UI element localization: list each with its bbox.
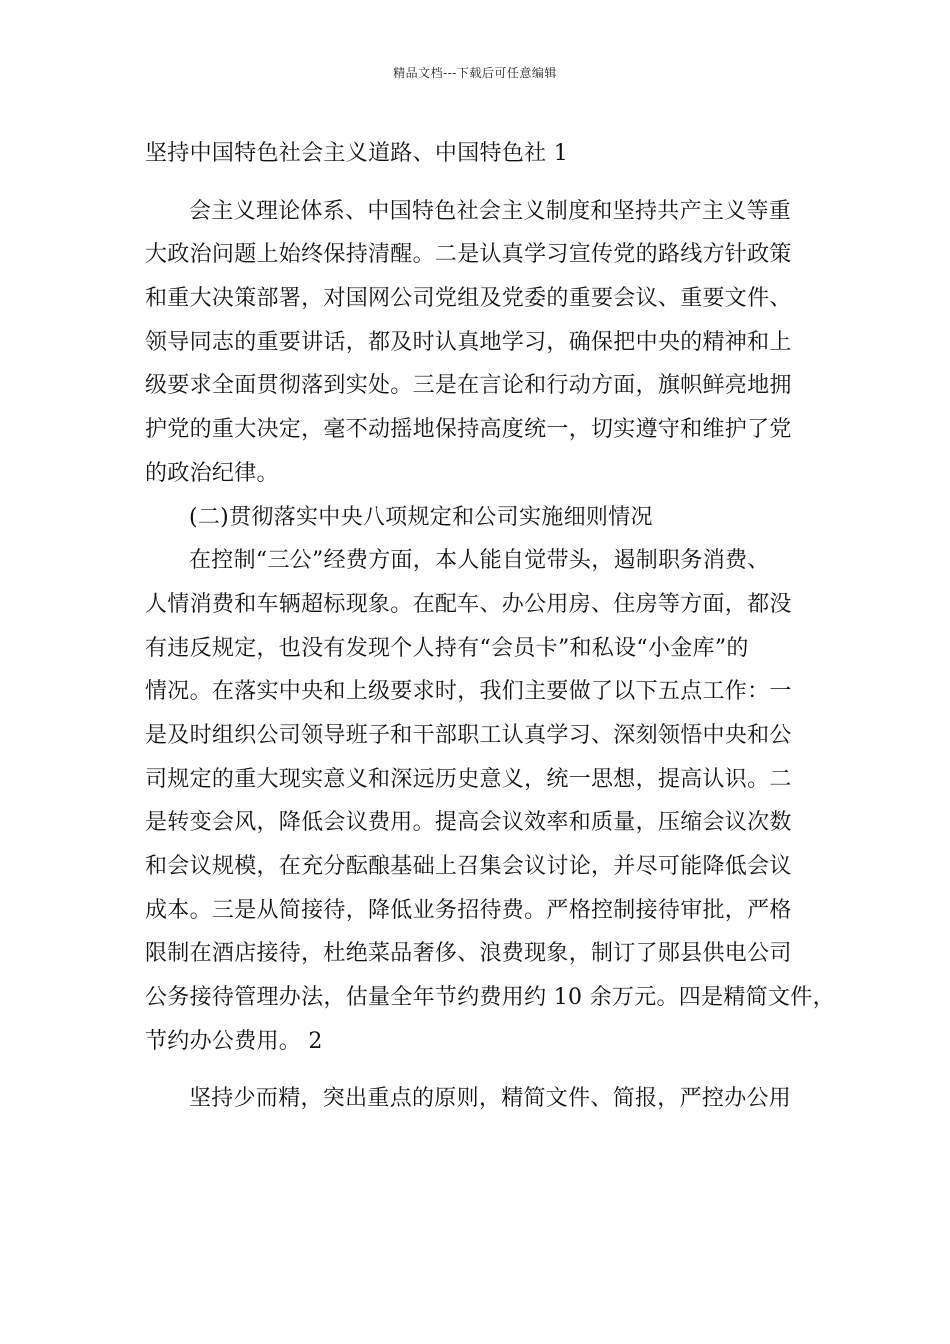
page-header: 精品文档---下载后可任意编辑 [393, 66, 557, 80]
text-line: 人情消费和车辆超标现象。在配车、办公用房、住房等方面，都没 [145, 591, 792, 617]
text-line: 和重大决策部署，对国网公司党组及党委的重要会议、重要文件、 [145, 286, 792, 312]
text-line: 成本。三是从简接待，降低业务招待费。严格控制接待审批，严格 [145, 897, 792, 923]
text-line: 坚持少而精，突出重点的原则，精简文件、简报，严控办公用 [189, 1086, 792, 1112]
document-body [145, 132, 835, 1121]
text-line: 司规定的重大现实意义和深远历史意义，统一思想，提高认识。二 [145, 766, 792, 792]
text-line: 的政治纪律。 [145, 460, 279, 486]
text-line: 公务接待管理办法，估量全年节约费用约 10 余万元。四是精简文件， [145, 985, 835, 1011]
paragraph-gap [145, 176, 825, 190]
text-line: 在控制“三公”经费方面，本人能自觉带头，遏制职务消费、 [189, 548, 770, 574]
text-line: 大政治问题上始终保持清醒。二是认真学习宣传党的路线方针政策 [145, 242, 792, 268]
text-line: 有违反规定，也没有发现个人持有“会员卡”和私设“小金库”的 [145, 635, 749, 661]
text-line: 限制在酒店接待，杜绝菜品奢侈、浪费现象，制订了郧县供电公司 [145, 941, 792, 967]
text-line: 会主义理论体系、中国特色社会主义制度和坚持共产主义等重 [189, 198, 792, 224]
text-line: 是转变会风，降低会议费用。提高会议效率和质量，压缩会议次数 [145, 810, 792, 836]
paragraph-gap [145, 1063, 825, 1077]
text-line: 和会议规模，在充分酝酿基础上召集会议讨论，并尽可能降低会议 [145, 854, 792, 879]
text-line: 情况。在落实中央和上级要求时，我们主要做了以下五点工作：一 [145, 679, 792, 705]
text-line: 级要求全面贯彻落到实处。三是在言论和行动方面，旗帜鲜亮地拥 [145, 373, 792, 399]
text-line: 是及时组织公司领导班子和干部职工认真学习、深刻领悟中央和公 [145, 722, 792, 748]
text-line: 坚持中国特色社会主义道路、中国特色社 1 [145, 141, 568, 166]
text-line: 护党的重大决定，毫不动摇地保持高度统一，切实遵守和维护了党 [145, 417, 792, 443]
text-line: 节约办公费用。 2 [145, 1028, 323, 1054]
text-line: (二)贯彻落实中央八项规定和公司实施细则情况 [189, 504, 653, 530]
text-line: 领导同志的重要讲话，都及时认真地学习，确保把中央的精神和上 [145, 329, 792, 355]
